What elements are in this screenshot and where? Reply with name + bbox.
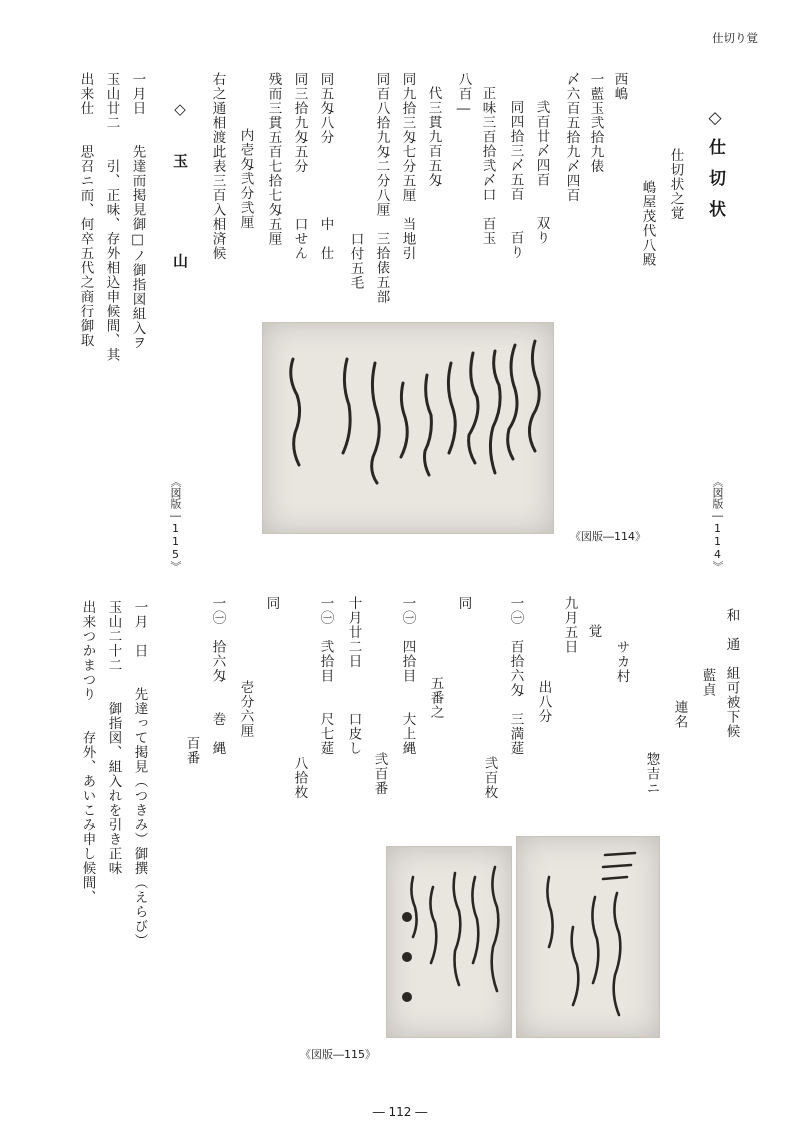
- page-number: ― 112 ―: [372, 1105, 428, 1119]
- text-column: 一㊀ 拾六匁 巻 縄: [209, 596, 226, 756]
- text-column: 一藍玉弐拾九俵: [587, 72, 604, 174]
- section-marker: ◇: [705, 108, 725, 142]
- text-column: 同: [263, 596, 280, 611]
- text-column: 藍貞: [699, 668, 716, 697]
- text-column: 壱分六厘: [237, 680, 254, 738]
- text-column: 西嶋: [611, 72, 628, 101]
- text-column: 一㊀ 百拾六匁 三満莚: [507, 596, 524, 756]
- text-column: 同: [455, 596, 472, 611]
- text-column: 惣吉ニ: [643, 752, 660, 796]
- figure-caption-115: 《図版―115》: [300, 1048, 376, 1061]
- text-column: 同五匁八分 中 仕: [317, 72, 334, 261]
- text-column: 右之通相渡此表三百入相済候: [209, 72, 226, 261]
- text-column: 弐百廿〆四百 双り: [533, 100, 550, 245]
- text-column: 十月廿二日 口皮し: [345, 596, 362, 756]
- text-column: 覚: [585, 624, 602, 639]
- text-column: 五番之: [427, 676, 444, 720]
- text-column: 弐百枚: [481, 756, 498, 800]
- addressee: 嶋屋茂代八殿: [639, 180, 656, 267]
- text-column: 八百―: [455, 72, 472, 118]
- text-column: 正味三百拾弐〆口 百玉: [479, 86, 496, 246]
- text-column: 玉山二十二 御指図、組入れを引き正味: [105, 600, 122, 876]
- text-column: 一月日 先達而掲見御□ノ御指図組入ヲ: [129, 72, 146, 350]
- text-column: 九月五日: [561, 596, 578, 654]
- text-column: 同四拾三〆五百 百り: [507, 100, 524, 260]
- figure-reference: 《図版―115》: [169, 476, 182, 572]
- text-column: 百番: [183, 736, 200, 765]
- section-heading: 仕切状: [705, 138, 725, 231]
- text-column: 同三拾九匁五分 口せん: [291, 72, 308, 261]
- text-column: 連名: [671, 700, 688, 729]
- text-column: サカ村: [613, 640, 630, 684]
- text-column: 出八分: [535, 680, 552, 724]
- manuscript-photo-115b: [516, 836, 660, 1038]
- text-column: 八拾枚: [291, 756, 308, 800]
- text-column: 玉山廿二 引、正味、存外相込申候間、其: [103, 72, 120, 362]
- handwriting-illustration: [387, 847, 511, 1037]
- text-column: 出来つかまつり 存外、あいこみ申し候間、: [79, 600, 96, 905]
- text-column: 和 通 組可被下候: [723, 608, 740, 739]
- running-title: 仕切り覚: [712, 31, 758, 45]
- text-column: 弐百番: [371, 752, 388, 796]
- doc-title: 仕切状之覚: [667, 148, 684, 221]
- figure-caption-114: 《図版―114》: [570, 530, 646, 543]
- handwriting-illustration: [517, 837, 659, 1037]
- text-column: 内壱匁弐分弐厘: [237, 128, 254, 230]
- text-column: 同九拾三匁七分五厘 当地引: [399, 72, 416, 261]
- text-column: 残而三貫五百七拾七匁五厘: [265, 72, 282, 246]
- text-column: 代三貫九百五匁: [425, 86, 442, 188]
- text-column: 同百八拾九匁二分八厘 三拾俵五部: [373, 72, 390, 304]
- text-column: 一月 日 先達って掲見（つきみ）御撰（えらび）: [131, 600, 148, 948]
- manuscript-photo-114: [262, 322, 554, 534]
- figure-reference: 《図版―114》: [711, 476, 724, 572]
- text-column: 〆六百五拾九〆四百: [563, 72, 580, 203]
- text-column: 出来仕 思召ニ而、何卒五代之商行御取: [77, 72, 94, 348]
- text-column: 一㊀ 弐拾目 尺七莚: [317, 596, 334, 756]
- section-heading-gyokuzan: ◇ 玉 山: [171, 100, 189, 278]
- text-column: 一㊀ 四拾目 大上縄: [399, 596, 416, 756]
- text-column: 口付五毛: [347, 232, 364, 290]
- handwriting-illustration: [263, 323, 553, 533]
- manuscript-photo-115a: [386, 846, 512, 1038]
